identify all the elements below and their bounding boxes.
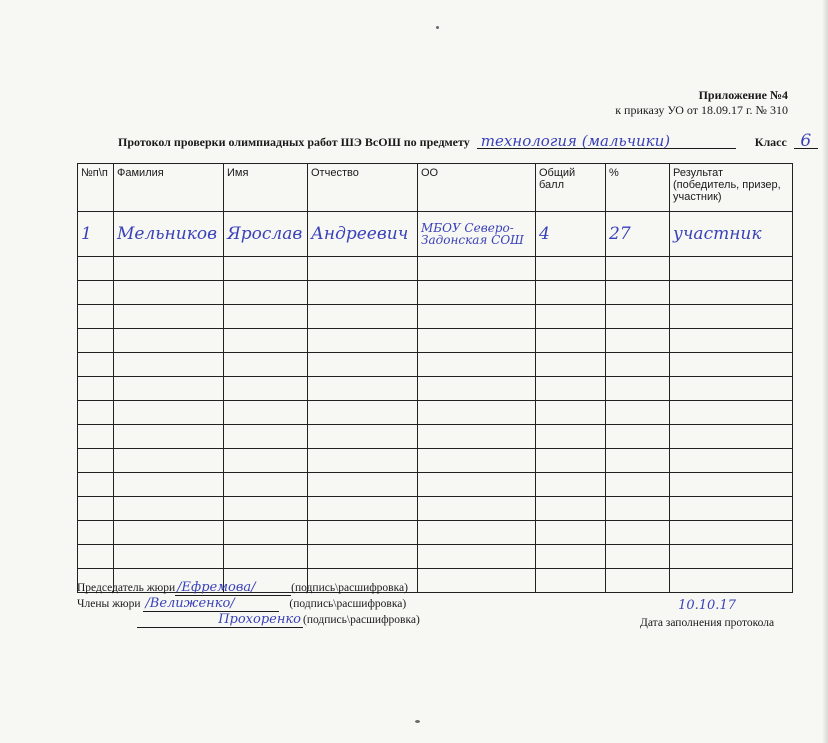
cell-empty-score bbox=[536, 401, 606, 425]
scan-edge bbox=[822, 0, 828, 743]
cell-empty-number bbox=[78, 425, 114, 449]
grade-handwritten: 6 bbox=[794, 134, 818, 149]
cell-empty-score bbox=[536, 305, 606, 329]
cell-number: 1 bbox=[78, 212, 114, 257]
cell-empty-number bbox=[78, 473, 114, 497]
cell-empty-number bbox=[78, 257, 114, 281]
table-row-empty bbox=[78, 545, 793, 569]
cell-empty-result bbox=[670, 449, 793, 473]
appendix-title: Приложение №4 bbox=[698, 88, 788, 102]
cell-empty-score bbox=[536, 329, 606, 353]
cell-empty-surname bbox=[114, 329, 224, 353]
cell-empty-percent bbox=[606, 569, 670, 593]
cell-empty-org bbox=[418, 521, 536, 545]
cell-empty-number bbox=[78, 353, 114, 377]
table-row bbox=[78, 212, 793, 257]
scan-speck bbox=[415, 720, 420, 723]
col-header-patronymic: Отчество bbox=[308, 164, 418, 212]
cell-empty-org bbox=[418, 401, 536, 425]
cell-empty-surname bbox=[114, 521, 224, 545]
member1-signature-line bbox=[77, 596, 420, 612]
cell-empty-patronymic bbox=[308, 257, 418, 281]
cell-empty-result bbox=[670, 305, 793, 329]
cell-empty-number bbox=[78, 377, 114, 401]
table-row-empty bbox=[78, 401, 793, 425]
cell-empty-surname bbox=[114, 545, 224, 569]
cell-empty-score bbox=[536, 257, 606, 281]
scan-speck bbox=[436, 26, 439, 29]
cell-empty-name bbox=[224, 329, 308, 353]
cell-empty-result bbox=[670, 545, 793, 569]
cell-empty-org bbox=[418, 329, 536, 353]
date-label: Дата заполнения протокола bbox=[640, 617, 775, 629]
cell-org: МБОУ Северо-Задонская СОШ bbox=[418, 212, 536, 257]
table-row-empty bbox=[78, 497, 793, 521]
col-header-result: Результат (победитель, призер, участник) bbox=[670, 164, 793, 212]
cell-empty-org bbox=[418, 425, 536, 449]
cell-empty-number bbox=[78, 281, 114, 305]
date-handwritten: 10.10.17 bbox=[678, 598, 736, 613]
cell-empty-org bbox=[418, 497, 536, 521]
cell-empty-percent bbox=[606, 281, 670, 305]
cell-empty-number bbox=[78, 401, 114, 425]
cell-empty-name bbox=[224, 449, 308, 473]
cell-empty-org bbox=[418, 545, 536, 569]
cell-empty-name bbox=[224, 281, 308, 305]
cell-empty-name bbox=[224, 353, 308, 377]
cell-patronymic: Андреевич bbox=[308, 212, 418, 257]
table-header-row bbox=[78, 164, 793, 212]
cell-empty-result bbox=[670, 257, 793, 281]
cell-empty-result bbox=[670, 425, 793, 449]
cell-empty-score bbox=[536, 569, 606, 593]
member2-signature-line bbox=[77, 612, 420, 628]
cell-empty-percent bbox=[606, 497, 670, 521]
cell-empty-org bbox=[418, 569, 536, 593]
table-row-empty bbox=[78, 257, 793, 281]
results-table bbox=[77, 163, 793, 593]
cell-empty-surname bbox=[114, 449, 224, 473]
member2-caption: (подпись\расшифровка) bbox=[303, 614, 420, 626]
cell-empty-surname bbox=[114, 305, 224, 329]
col-header-surname: Фамилия bbox=[114, 164, 224, 212]
cell-empty-org bbox=[418, 305, 536, 329]
cell-empty-name bbox=[224, 521, 308, 545]
subject-handwritten: технология (мальчики) bbox=[477, 134, 736, 149]
cell-empty-number bbox=[78, 329, 114, 353]
cell-empty-patronymic bbox=[308, 377, 418, 401]
table-row-empty bbox=[78, 425, 793, 449]
member1-signature: /Велиженко/ bbox=[143, 597, 279, 612]
col-header-org: ОО bbox=[418, 164, 536, 212]
protocol-title: Протокол проверки олимпиадных работ ШЭ ВсОШ по предмету bbox=[118, 135, 470, 149]
cell-empty-score bbox=[536, 521, 606, 545]
cell-empty-percent bbox=[606, 449, 670, 473]
cell-empty-number bbox=[78, 449, 114, 473]
cell-percent: 27 bbox=[606, 212, 670, 257]
cell-empty-patronymic bbox=[308, 521, 418, 545]
cell-empty-score bbox=[536, 449, 606, 473]
cell-empty-percent bbox=[606, 425, 670, 449]
cell-empty-org bbox=[418, 257, 536, 281]
cell-empty-percent bbox=[606, 353, 670, 377]
cell-empty-surname bbox=[114, 497, 224, 521]
cell-empty-result bbox=[670, 473, 793, 497]
cell-empty-result bbox=[670, 497, 793, 521]
cell-empty-surname bbox=[114, 473, 224, 497]
cell-empty-percent bbox=[606, 545, 670, 569]
cell-empty-result bbox=[670, 521, 793, 545]
cell-empty-patronymic bbox=[308, 401, 418, 425]
signature-block bbox=[77, 580, 420, 628]
cell-empty-score bbox=[536, 473, 606, 497]
cell-empty-name bbox=[224, 257, 308, 281]
cell-empty-surname bbox=[114, 257, 224, 281]
cell-empty-percent bbox=[606, 257, 670, 281]
class-label: Класс bbox=[754, 135, 787, 149]
table-row-empty bbox=[78, 353, 793, 377]
cell-empty-percent bbox=[606, 329, 670, 353]
cell-empty-org bbox=[418, 449, 536, 473]
cell-empty-percent bbox=[606, 377, 670, 401]
members-label: Члены жюри bbox=[77, 598, 141, 610]
table-row-empty bbox=[78, 281, 793, 305]
chair-caption: (подпись\расшифровка) bbox=[291, 582, 408, 594]
table-row-empty bbox=[78, 305, 793, 329]
cell-empty-name bbox=[224, 377, 308, 401]
table-row-empty bbox=[78, 329, 793, 353]
cell-empty-name bbox=[224, 497, 308, 521]
chair-label: Председатель жюри bbox=[77, 582, 176, 594]
cell-empty-score bbox=[536, 497, 606, 521]
cell-empty-org bbox=[418, 281, 536, 305]
cell-empty-name bbox=[224, 305, 308, 329]
cell-empty-patronymic bbox=[308, 449, 418, 473]
cell-name: Ярослав bbox=[224, 212, 308, 257]
cell-empty-patronymic bbox=[308, 545, 418, 569]
cell-empty-patronymic bbox=[308, 425, 418, 449]
cell-empty-org bbox=[418, 377, 536, 401]
cell-empty-name bbox=[224, 545, 308, 569]
cell-empty-percent bbox=[606, 521, 670, 545]
cell-empty-number bbox=[78, 497, 114, 521]
cell-empty-org bbox=[418, 353, 536, 377]
col-header-number: №п\п bbox=[78, 164, 114, 212]
member2-signature: Прохоренко bbox=[137, 613, 303, 628]
cell-empty-patronymic bbox=[308, 329, 418, 353]
cell-result: участник bbox=[670, 212, 793, 257]
chair-signature-line bbox=[77, 580, 420, 596]
col-header-score: Общий балл bbox=[536, 164, 606, 212]
table-row-empty bbox=[78, 449, 793, 473]
cell-empty-score bbox=[536, 545, 606, 569]
appendix-order: к приказу УО от 18.09.17 г. № 310 bbox=[615, 103, 788, 117]
cell-empty-patronymic bbox=[308, 473, 418, 497]
table-row-empty bbox=[78, 521, 793, 545]
cell-empty-number bbox=[78, 545, 114, 569]
cell-empty-patronymic bbox=[308, 497, 418, 521]
cell-empty-result bbox=[670, 329, 793, 353]
cell-empty-result bbox=[670, 569, 793, 593]
date-block bbox=[640, 598, 774, 629]
cell-empty-patronymic bbox=[308, 305, 418, 329]
appendix-header bbox=[615, 88, 788, 118]
col-header-percent: % bbox=[606, 164, 670, 212]
cell-empty-percent bbox=[606, 473, 670, 497]
cell-empty-score bbox=[536, 353, 606, 377]
table-row-empty bbox=[78, 377, 793, 401]
cell-empty-name bbox=[224, 401, 308, 425]
protocol-title-line bbox=[118, 131, 812, 151]
cell-empty-number bbox=[78, 305, 114, 329]
cell-surname: Мельников bbox=[114, 212, 224, 257]
cell-empty-name bbox=[224, 425, 308, 449]
cell-empty-result bbox=[670, 401, 793, 425]
cell-empty-surname bbox=[114, 377, 224, 401]
cell-empty-result bbox=[670, 353, 793, 377]
cell-empty-name bbox=[224, 473, 308, 497]
cell-empty-surname bbox=[114, 401, 224, 425]
cell-empty-number bbox=[78, 521, 114, 545]
cell-empty-surname bbox=[114, 353, 224, 377]
cell-empty-result bbox=[670, 281, 793, 305]
table-row-empty bbox=[78, 473, 793, 497]
cell-empty-surname bbox=[114, 425, 224, 449]
cell-empty-org bbox=[418, 473, 536, 497]
cell-empty-patronymic bbox=[308, 281, 418, 305]
cell-empty-percent bbox=[606, 401, 670, 425]
cell-empty-score bbox=[536, 377, 606, 401]
col-header-name: Имя bbox=[224, 164, 308, 212]
cell-empty-result bbox=[670, 377, 793, 401]
member1-caption: (подпись\расшифровка) bbox=[289, 598, 407, 610]
cell-empty-patronymic bbox=[308, 353, 418, 377]
cell-empty-surname bbox=[114, 281, 224, 305]
chair-signature: /Ефремова/ bbox=[175, 581, 291, 596]
cell-empty-score bbox=[536, 281, 606, 305]
cell-empty-percent bbox=[606, 305, 670, 329]
cell-score: 4 bbox=[536, 212, 606, 257]
cell-empty-score bbox=[536, 425, 606, 449]
